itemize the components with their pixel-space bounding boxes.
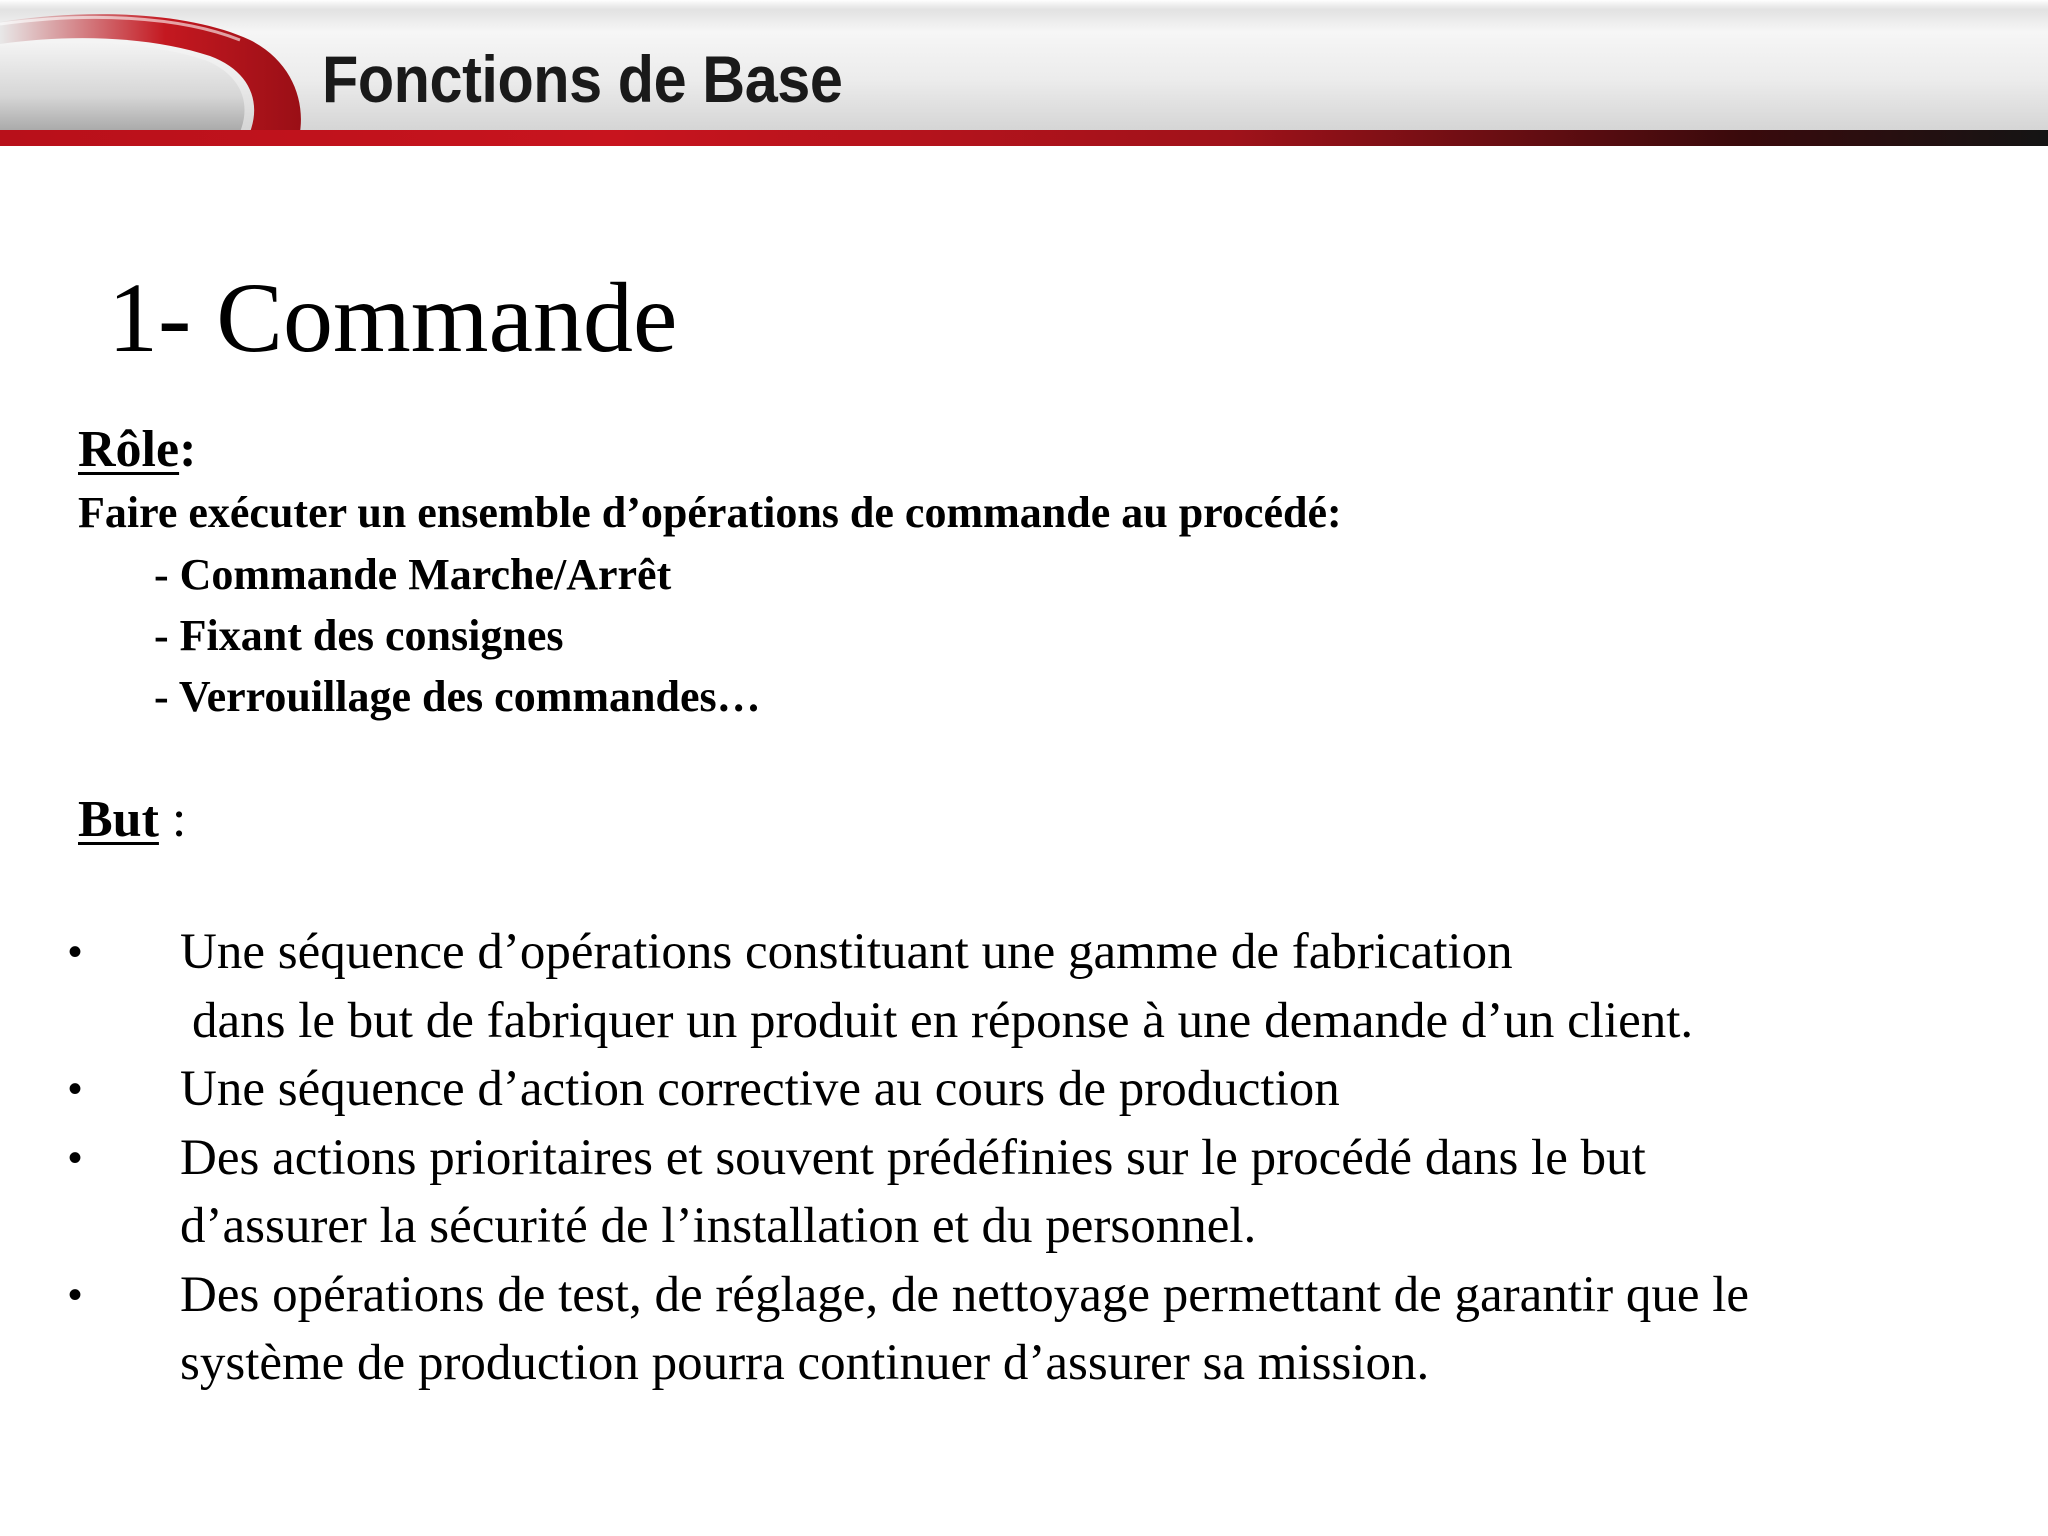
but-list-item <box>68 1055 1988 1124</box>
but-colon: : <box>158 791 187 848</box>
but-list-item <box>68 1261 1988 1398</box>
header-swoosh-logo <box>0 0 340 146</box>
but-item-line: Une séquence d’opérations constituant une gamme de fabrication <box>180 924 1513 980</box>
but-list-item <box>68 1124 1988 1261</box>
but-item-line: Des opérations de test, de réglage, de nettoyage permettant de garantir que le <box>180 1266 1750 1323</box>
role-list-item: - Fixant des consignes <box>154 611 564 660</box>
but-item-line: Une séquence d’action corrective au cours de production <box>180 1061 1340 1117</box>
bullet-icon: • <box>68 930 83 974</box>
role-colon: : <box>179 421 197 478</box>
but-item-line: système de production pourra continuer d’assurer sa mission. <box>180 1335 1430 1391</box>
role-description: Faire exécuter un ensemble d’opérations de commande au procédé: <box>78 488 1342 537</box>
role-block <box>78 418 1978 727</box>
but-item-line: Des actions prioritaires et souvent prédéfinies sur le procédé dans le but <box>180 1129 1646 1186</box>
section-title: 1- Commande <box>108 262 678 373</box>
header-red-rule <box>0 130 2048 146</box>
but-list <box>68 918 1988 1398</box>
bullet-icon: • <box>68 1272 83 1317</box>
role-list <box>78 544 1978 727</box>
role-list-item: - Commande Marche/Arrêt <box>154 550 672 599</box>
but-label: But <box>78 791 159 848</box>
role-list-item: - Verrouillage des commandes… <box>154 672 761 721</box>
bullet-icon: • <box>68 1135 83 1180</box>
but-item-line: d’assurer la sécurité de l’installation et du personnel. <box>180 1198 1257 1254</box>
but-list-item <box>68 918 1988 1055</box>
role-heading <box>78 418 1978 482</box>
but-heading <box>78 788 186 852</box>
bullet-icon: • <box>68 1067 83 1111</box>
but-item-line: dans le but de fabriquer un produit en réponse à une demande d’un client. <box>192 992 1694 1049</box>
slide-header-title: Fonctions de Base <box>322 42 843 116</box>
role-label: Rôle <box>78 421 180 478</box>
